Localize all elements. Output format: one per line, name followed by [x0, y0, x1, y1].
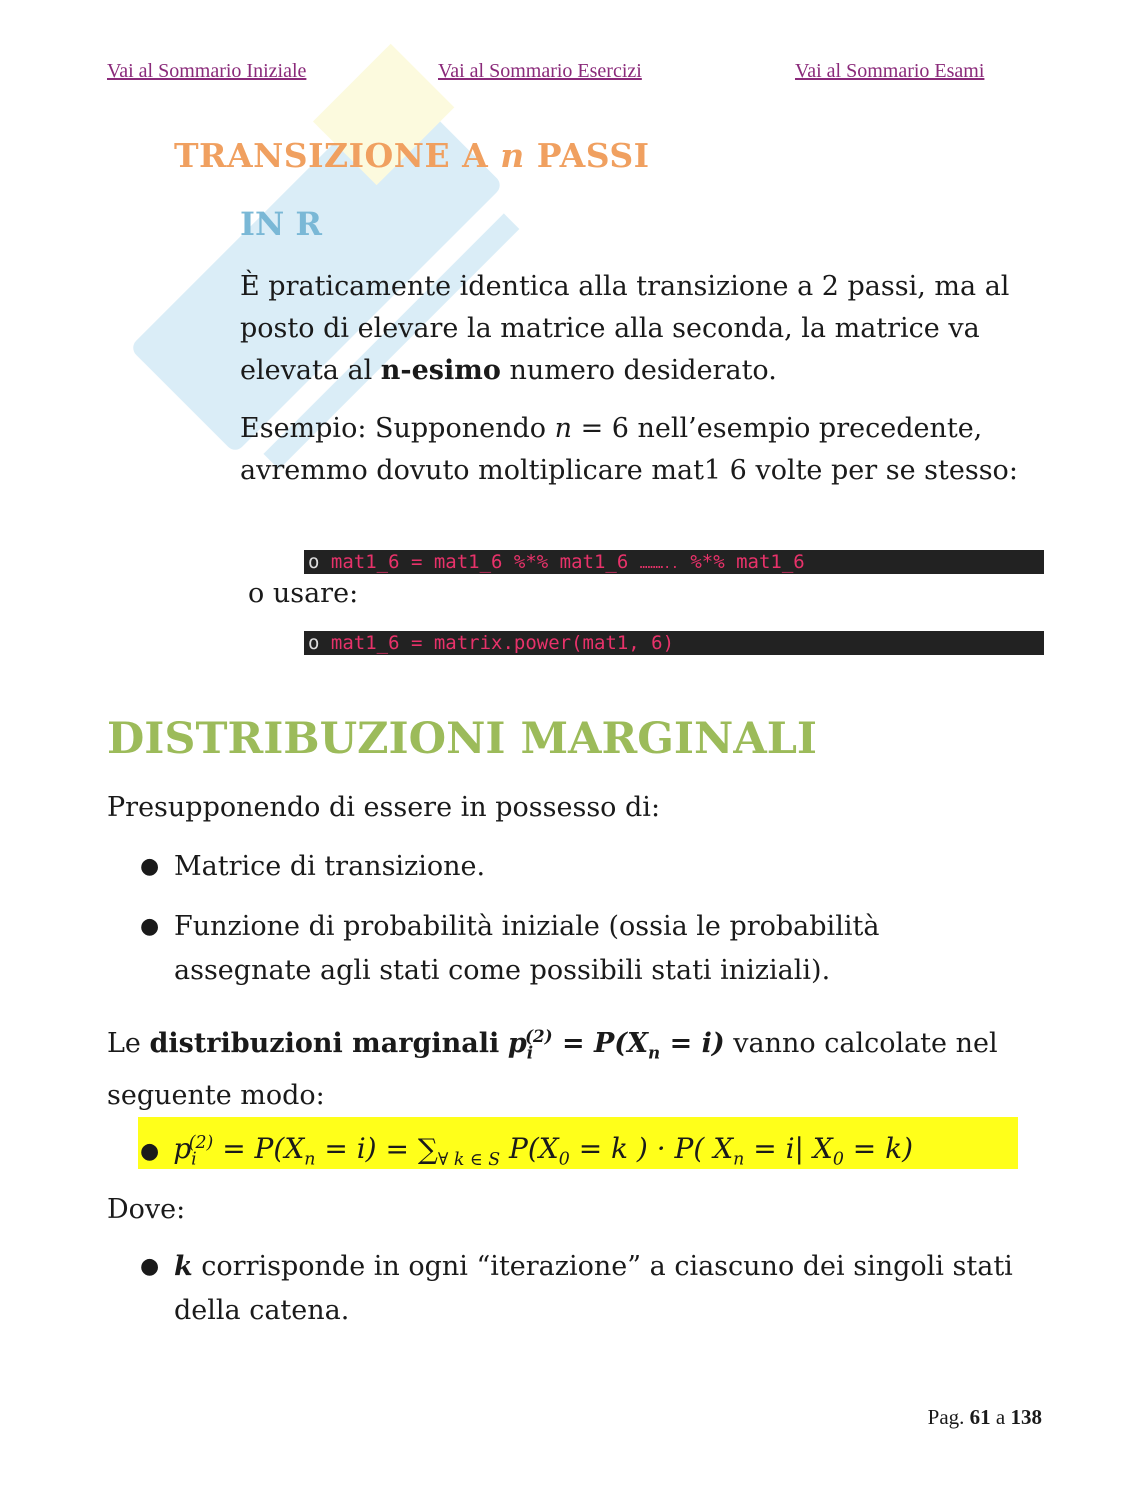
bullet-icon: ●	[140, 854, 160, 879]
formula-marginal-bold: $p_i^{(2)} = P(X_n = i)$	[507, 1026, 725, 1063]
list-item: ● k corrisponde in ogni “iterazione” a ciascuno dei singoli stati della catena.	[140, 1245, 1020, 1333]
bullet-icon: ●	[140, 914, 160, 939]
heading-in-r: IN R	[240, 205, 322, 243]
text-dove: Dove:	[107, 1194, 186, 1225]
page-number: Pag. 61 a 138	[927, 1405, 1042, 1429]
link-sommario-esercizi[interactable]: Vai al Sommario Esercizi	[438, 60, 642, 82]
text-o-usare: o usare:	[248, 578, 359, 609]
link-sommario-esami[interactable]: Vai al Sommario Esami	[795, 60, 985, 82]
paragraph-presupponendo: Presupponendo di essere in possesso di:	[107, 792, 661, 823]
list-item: ● Matrice di transizione.	[140, 845, 1020, 889]
heading-distribuzioni-marginali: DISTRIBUZIONI MARGINALI	[107, 714, 818, 764]
paragraph-esempio: Esempio: Supponendo n = 6 nell’esempio precedente, avremmo dovuto moltiplicare mat1 6 volte per se stesso:	[240, 413, 1018, 486]
link-sommario-iniziale[interactable]: Vai al Sommario Iniziale	[107, 60, 307, 82]
list-item: ● Funzione di probabilità iniziale (ossia le probabilità assegnate agli stati come possibili stati iniziali).	[140, 905, 1020, 993]
paragraph-distribuzioni-definizione: Le distribuzioni marginali $p_i^{(2)} = P(X_n = i)$ vanno calcolate nel seguente modo:	[107, 1026, 998, 1112]
bullet-icon: ●	[140, 1139, 160, 1165]
code-block-matrix-power: o mat1_6 = matrix.power(mat1, 6)	[304, 631, 1044, 655]
paragraph-intro-n-passi: È praticamente identica alla transizione a 2 passi, ma al posto di elevare la matrice alla seconda, la matrice va elevata al n-esimo numero desiderato.	[240, 271, 1010, 386]
code-block-moltiplicazione: o mat1_6 = mat1_6 %*% mat1_6 ……….. %*% mat1_6	[304, 550, 1044, 574]
bullet-icon: ●	[140, 1254, 160, 1279]
heading-transizione-n-passi: TRANSIZIONE A n PASSI	[174, 136, 650, 175]
formula-marginal-distribution: ● $p_i^{(2)} = P(X_n = i) = \sum_{\forall k \in S}$ $P(X_0 = k$ ) · P( $X_n = i|$ $X_0 = k$)	[140, 1132, 914, 1170]
